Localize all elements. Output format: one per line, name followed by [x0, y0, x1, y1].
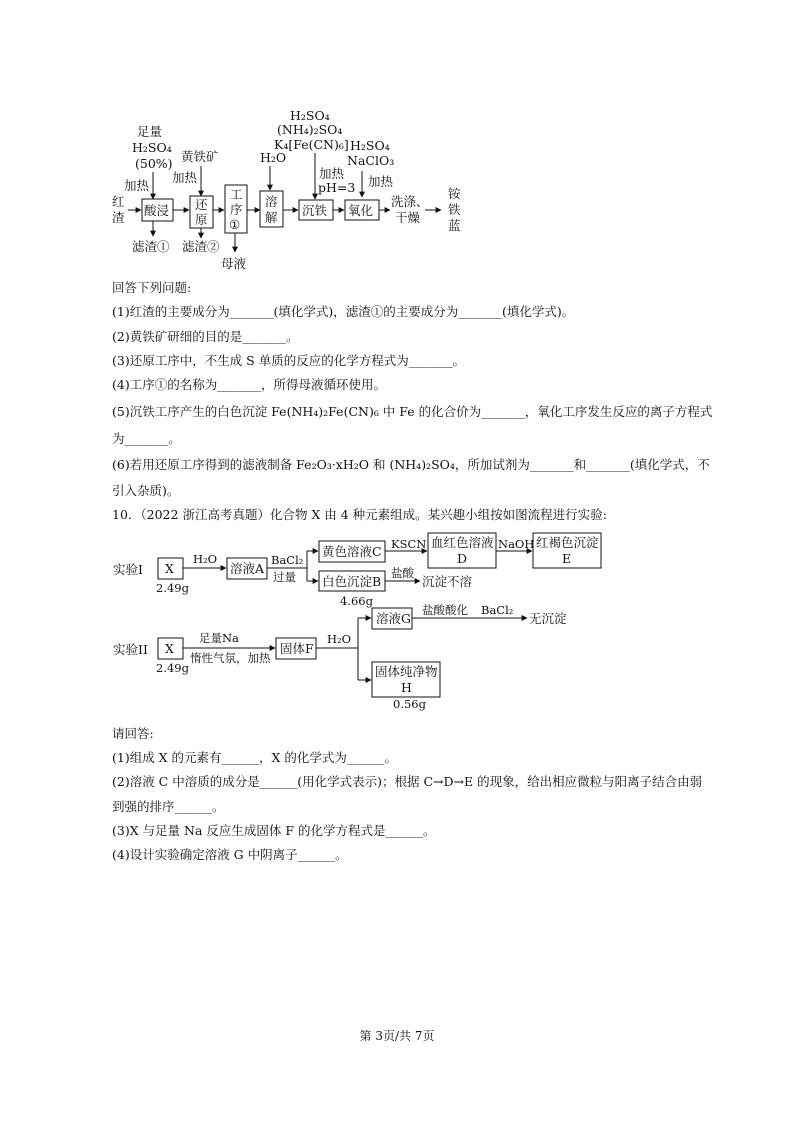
- reduce-reagent-1: 黄铁矿: [181, 149, 219, 164]
- no-precip-label: 无沉淀: [529, 611, 567, 626]
- x2-mass: 2.49g: [156, 661, 189, 675]
- flow-diagram-2: [0, 525, 794, 725]
- sol-g-label: 溶液G: [376, 611, 411, 626]
- acidify-label: 盐酸酸化: [422, 603, 468, 617]
- residue-1-label: 滤渣①: [132, 239, 170, 254]
- question-10-header: 10．（2022 浙江高考真题）化合物 X 由 4 种元素组成。某兴趣小组按如图流程进行实验:: [112, 507, 607, 522]
- excess-label: 过量: [273, 570, 296, 584]
- box-reduce-label-1: 还: [195, 197, 208, 212]
- leach-reagent-2: H₂SO₄: [132, 140, 172, 155]
- input-label-2: 渣: [112, 210, 125, 225]
- x2-label: X: [165, 641, 174, 656]
- kscn-label: KSCN: [391, 537, 427, 551]
- question-2-1: (1)组成 X 的元素有______，X 的化学式为______。: [112, 750, 397, 765]
- exp1-label: 实验I: [113, 562, 143, 577]
- leach-reagent-3: (50%): [135, 156, 173, 171]
- x1-label: X: [165, 561, 174, 576]
- prec-b-label: 白色沉淀B: [322, 574, 382, 589]
- precip-reagent-3: K₄[Fe(CN)₆]: [274, 137, 349, 152]
- box-dissolve-label-2: 解: [265, 210, 278, 225]
- dissolve-reagent-1: H₂O: [260, 150, 287, 165]
- question-6-line-1: (6)若用还原工序得到的滤液制备 Fe₂O₃·xH₂O 和 (NH₄)₂SO₄，所加试剂为_______和_______(填化学式，不: [112, 457, 710, 472]
- prec-e-label-1: 红褐色沉淀: [536, 535, 599, 550]
- question-2-2-line-1: (2)溶液 C 中溶质的成分是______(用化学式表示)；根据 C→D→E 的现象，给出相应微粒与阳离子结合由弱: [112, 774, 703, 789]
- input-label-1: 红: [112, 194, 125, 209]
- product-label-1: 铵: [448, 186, 461, 201]
- box-dissolve-label-1: 溶: [265, 194, 278, 209]
- question-5-line-2: 为_______。: [112, 431, 181, 446]
- naoh-label: NaOH: [498, 537, 535, 551]
- oxid-reagent-3: 加热: [368, 174, 394, 189]
- solid-f-label: 固体F: [280, 641, 314, 656]
- flow-diagram-1: [0, 0, 794, 280]
- bacl2-label-2: BaCl₂: [481, 603, 514, 617]
- na-label: 足量Na: [199, 631, 239, 645]
- precip-reagent-1: H₂SO₄: [290, 108, 330, 123]
- precip-reagent-5: pH=3: [318, 180, 356, 195]
- inert-label: 惰性气氛，加热: [190, 651, 271, 665]
- prec-b-mass: 4.66g: [340, 594, 373, 608]
- q-intro-1: 回答下列问题:: [112, 280, 192, 295]
- box-process-label-2: 序: [230, 202, 243, 217]
- hcl-label: 盐酸: [391, 566, 414, 580]
- box-process-label-3: ①: [229, 217, 241, 232]
- question-3: (3)还原工序中，不生成 S 单质的反应的化学方程式为_______。: [112, 353, 465, 368]
- question-2: (2)黄铁矿研细的目的是_______。: [112, 329, 299, 344]
- box-precip-label: 沉铁: [302, 203, 328, 218]
- precip-reagent-2: (NH₄)₂SO₄: [277, 122, 343, 137]
- wash-label-2: 干燥: [395, 210, 421, 225]
- question-2-2-line-2: 到强的排序______。: [112, 799, 225, 814]
- question-1: (1)红渣的主要成分为_______(填化学式)，滤渣①的主要成分为_______(填化学式)。: [112, 304, 575, 319]
- prec-e-label-2: E: [562, 551, 572, 566]
- solid-h-label-1: 固体纯净物: [375, 664, 438, 679]
- wash-label-1: 洗涤、: [391, 194, 429, 209]
- question-4: (4)工序①的名称为_______，所得母液循环使用。: [112, 377, 386, 392]
- solid-h-label-2: H: [401, 680, 412, 695]
- box-process-label-1: 工: [230, 187, 243, 202]
- leach-reagent-4: 加热: [124, 178, 150, 193]
- oxid-reagent-2: NaClO₃: [347, 153, 395, 168]
- question-2-3: (3)X 与足量 Na 反应生成固体 F 的化学方程式是______。: [112, 823, 436, 838]
- mother-liquor-label: 母液: [221, 256, 247, 271]
- h2o-label-1: H₂O: [193, 552, 218, 566]
- box-leach-label: 酸浸: [144, 203, 170, 218]
- box-reduce-label-2: 原: [195, 212, 208, 227]
- bacl2-label: BaCl₂: [271, 553, 304, 567]
- x1-mass: 2.49g: [156, 581, 189, 595]
- sol-a-label: 溶液A: [230, 561, 265, 576]
- solid-h-mass: 0.56g: [393, 697, 426, 711]
- residue-2-label: 滤渣②: [182, 239, 220, 254]
- q-intro-2: 请回答:: [112, 726, 154, 741]
- product-label-3: 蓝: [448, 218, 461, 233]
- precip-reagent-4: 加热: [319, 166, 345, 181]
- oxid-reagent-1: H₂SO₄: [350, 138, 390, 153]
- h2o-label-2: H₂O: [327, 632, 352, 646]
- insoluble-label: 沉淀不溶: [422, 574, 473, 589]
- exp2-label: 实验II: [113, 642, 148, 657]
- box-oxid-label: 氧化: [348, 203, 374, 218]
- leach-reagent-1: 足量: [137, 124, 163, 139]
- sol-d-label-1: 血红色溶液: [431, 535, 494, 550]
- product-label-2: 铁: [448, 202, 461, 217]
- sol-c-label: 黄色溶液C: [322, 544, 382, 559]
- question-5-line-1: (5)沉铁工序产生的白色沉淀 Fe(NH₄)₂Fe(CN)₆ 中 Fe 的化合价为_______，氧化工序发生反应的离子方程式: [112, 404, 713, 419]
- page-footer: 第 3页/共 7页: [359, 1029, 435, 1043]
- reduce-reagent-2: 加热: [172, 170, 198, 185]
- question-6-line-2: 引入杂质)。: [112, 483, 180, 498]
- sol-d-label-2: D: [457, 551, 468, 566]
- question-2-4: (4)设计实验确定溶液 G 中阴离子______。: [112, 847, 348, 862]
